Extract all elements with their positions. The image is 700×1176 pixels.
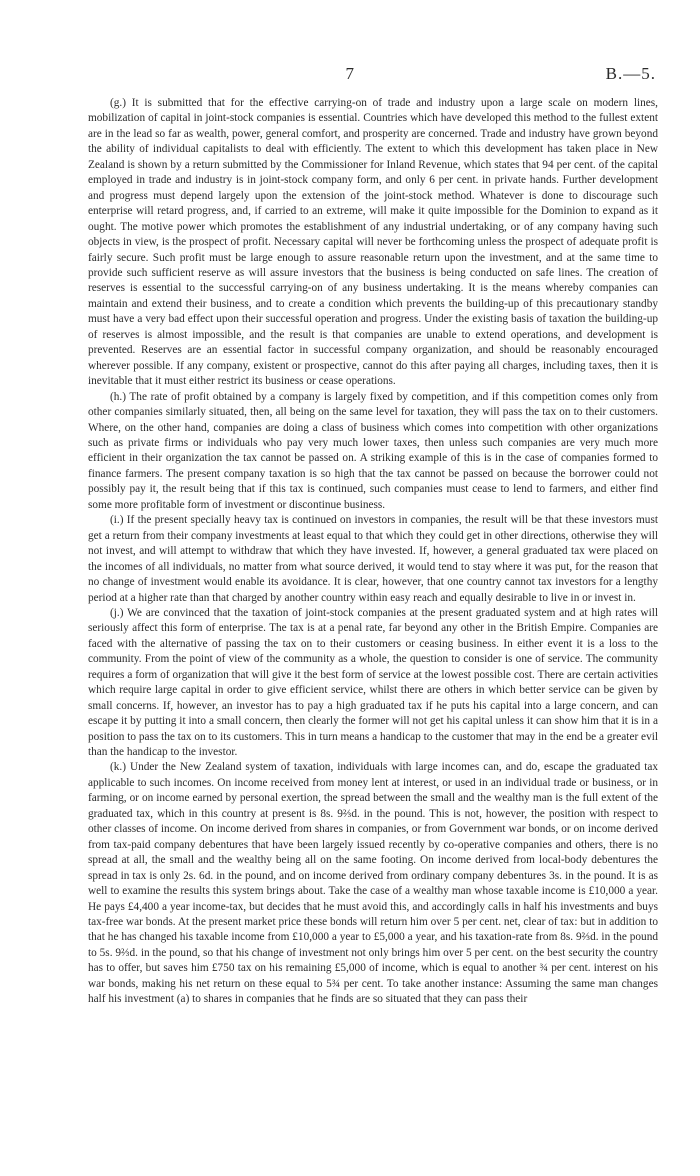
paragraph-text: The rate of profit obtained by a company is largely fixed by competition, and if this competition comes only from other companies similarly situated, then, all being on the same level for taxation, they will pass the tax on to their customers. Where, on the other hand, companies are doing a class of business which comes into competition with other organizations such as private firms or individuals who pay very much lower taxes, then unless such companies are very much more efficient in their organization the tax cannot be passed on. A striking example of this is in the case of companies formed to finance farmers. The present company taxation is so high that the tax cannot be passed on because the borrower could not possibly pay it, the result being that if this tax is continued, such companies must cease to lend to farmers, and either find some more profitable form of investment or discontinue business. [88,390,658,511]
paragraph-text: It is submitted that for the effective carrying-on of trade and industry upon a large scale on modern lines, mobilization of capital in joint-stock companies is essential. Countries which have developed this method to the fullest extent are in the lead so far as wealth, power, general comfort, and prosperity are concerned. Trade and industry have grown beyond the ability of individual capitalists to deal with efficiently. The extent to which this development has taken place in New Zealand is shown by a return submitted by the Commissioner for Inland Revenue, which states that 94 per cent. of the capital employed in trade and industry is in joint-stock company form, and only 6 per cent. in private hands. Further development and progress must depend largely upon the extension of the joint-stock method. Whatever is done to discourage such enterprise will retard progress, and, if carried to an extreme, will make it quite impossible for the Dominion to expand as it ought. The motive power which promotes the establishment of any industrial undertaking, or of any company having such objects in view, is the prospect of profit. Necessary capital will never be forthcoming unless the prospect of adequate profit is fairly secure. Such profit must be large enough to assure reasonable return upon the investment, and at the same time to provide such sufficient reserve as will assure investors that the business is being conducted on safe lines. The creation of reserves is essential to the successful carrying-on of any business undertaking. It is the means whereby companies can maintain and extend their business, and to create a condition which prevents the building-up of this precautionary standby must have a very bad effect upon their successful operation and progress. Under the existing basis of taxation the building-up of reserves is almost impossible, and the result is that companies are unable to extend operations, and development is prevented. Reserves are an essential factor in successful company organization, and should be reasonably encouraged wherever possible. If any company, existent or prospective, cannot do this after paying all charges, including taxes, then it is inevitable that it must either restrict its business or cease operations. [88,97,658,388]
paragraph-text: Under the New Zealand system of taxation, individuals with large incomes can, and do, escape the graduated tax applicable to such incomes. On income received from money lent at interest, or used in an individual trade or business, or in farming, or on income earned by personal exertion, the spread between the small and the wealthy man is the full extent of the graduated tax, which in this country at present is 8s. 9⅔d. in the pound. This is not, however, the position with respect to other classes of income. On income derived from shares in companies, or from Government war bonds, or on income derived from tax-paid company debentures that have been largely issued recently by co-operative companies and others, there is no spread at all, the small and the wealthy being all on the same footing. On income derived from local-body debentures the spread in tax is only 2s. 6d. in the pound, and on income derived from ordinary company debentures 3s. in the pound. It is as well to examine the results this system brings about. Take the case of a wealthy man whose taxable income is £10,000 a year. He pays £4,400 a year income-tax, but decides that he must avoid this, and accordingly calls in half his investments and buys tax-free war bonds. At the present market price these bonds will return him over 5 per cent. net, clear of tax: but in addition to that he has changed his taxable income from £10,000 a year to £5,000 a year, and his taxation-rate from 8s. 9⅔d. in the pound to 5s. 9⅔d. in the pound, so that his change of investment not only brings him over 5 per cent. on the best security the country has to offer, but saves him £750 tax on his remaining £5,000 of income, which is equal to another ¾ per cent. interest on his war bonds, making his net return on these equal to 5¾ per cent. To take another instance: Assuming the same man changes half his investment (a) to shares in companies that he finds are so situated that they can pass their [88,761,658,1006]
paragraph-text: We are convinced that the taxation of joint-stock companies at the present graduated system and at high rates will seriously affect this form of enterprise. The tax is at a penal rate, far beyond any other in the British Empire. Companies are faced with the alternative of passing the tax on to their customers or ceasing business. In either event it is a loss to the community. From the point of view of the community as a whole, the question to consider is one of service. The community requires a form of organization that will give it the best form of service at the lowest possible cost. There are certain activities which require large capital in order to give efficient service, whilst there are others in which better service can be given by small concerns. If, however, an investor has to pay a high graduated tax if he puts his capital into a large concern, and can escape it by putting it into a small concern, then clearly the former will not get his capital unless it can show him that it is in a position to pass the tax on to its customers. This in turn means a handicap to the customer that may in the end be a greater evil than the handicap to the investor. [88,606,658,759]
page-number: 7 [345,64,355,83]
paragraph-text: If the present specially heavy tax is continued on investors in companies, the result will be that these investors must get a return from their company investments at least equal to that which they could get in other directions, otherwise they will not invest, and will attempt to withdraw that which they have invested. If, however, a general graduated tax were placed on the incomes of all individuals, no matter from what source derived, it would tend to stay where it was put, for the reason that no change of investment would enable its avoidance. It is clear, however, that one country cannot tax investors for a lengthy period at a higher rate than that charged by another country within easy reach and equally desirable to live in or invest in. [88,514,658,604]
paragraph-g [88,96,658,390]
paragraph-i [88,513,658,606]
paragraph-label: (h.) [110,390,126,403]
paragraph-k [88,760,658,1007]
paragraph-label: (j.) [110,606,124,619]
paragraph-h [88,390,658,514]
document-reference: B.—5. [605,64,656,83]
paragraph-label: (k.) [110,761,126,774]
paragraph-label: (i.) [110,514,124,527]
paragraph-j [88,606,658,761]
paragraph-label: (g.) [110,97,126,109]
document-body [88,96,658,1008]
